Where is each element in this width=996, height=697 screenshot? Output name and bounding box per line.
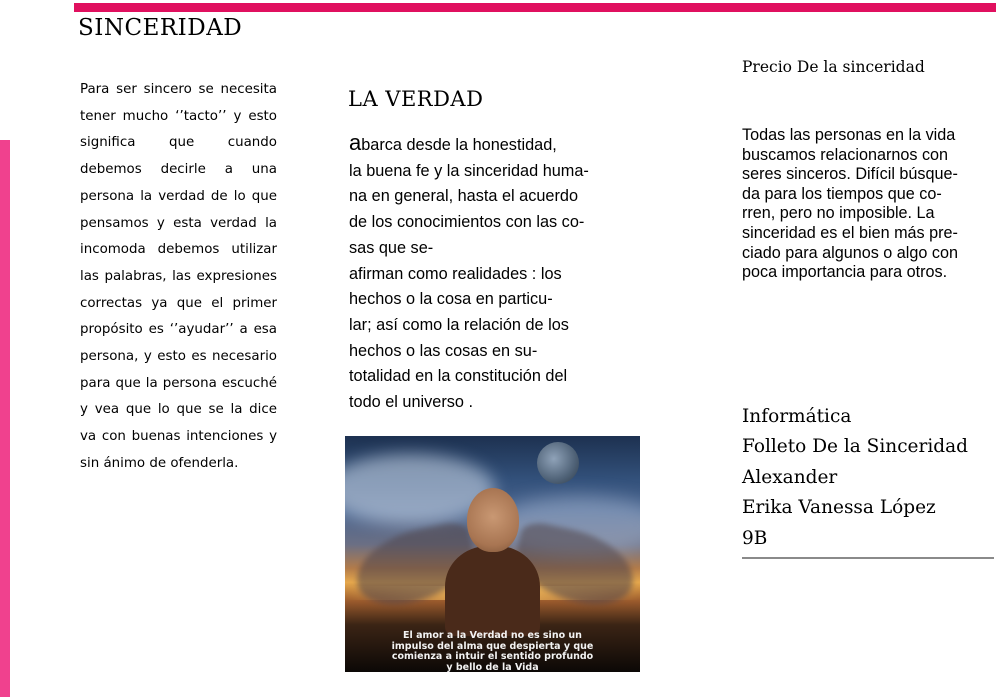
image-caption <box>351 631 634 672</box>
credits-divider <box>742 557 994 559</box>
la-verdad-line: todo el universo . <box>349 393 473 412</box>
la-verdad-line: totalidad en la constitución del <box>349 367 568 386</box>
precio-line: poca importancia para otros. <box>742 263 948 282</box>
la-verdad-line: sas que se- <box>349 238 434 257</box>
la-verdad-line: de los conocimientos con las co- <box>349 213 585 232</box>
caption-line: comienza a intuir el sentido profundo <box>391 651 594 662</box>
credits-block <box>742 402 968 554</box>
la-verdad-line: lar; así como la relación de los <box>349 315 569 334</box>
la-verdad-line: hechos o la cosa en particu- <box>349 290 553 309</box>
credit-author: Erika Vanessa López <box>742 497 936 519</box>
la-verdad-line: hechos o las cosas en su- <box>349 341 538 360</box>
la-verdad-line: la buena fe y la sinceridad huma- <box>349 161 589 180</box>
precio-line: seres sinceros. Difícil búsque- <box>742 165 958 184</box>
la-verdad-body <box>349 130 639 416</box>
drop-letter: a <box>349 130 362 155</box>
left-accent-bar <box>0 140 10 697</box>
monk-head-shape <box>467 488 519 552</box>
precio-line: rren, pero no imposible. La <box>742 204 935 223</box>
sinceridad-title: SINCERIDAD <box>78 15 243 41</box>
precio-line: buscamos relacionarnos con <box>742 145 949 164</box>
robe-shape <box>445 546 540 636</box>
caption-line: El amor a la Verdad no es sino un <box>403 630 582 641</box>
la-verdad-line-text: barca desde la honestidad, <box>361 136 557 154</box>
precio-line: da para los tiempos que co- <box>742 184 942 203</box>
la-verdad-line <box>349 130 639 159</box>
monk-moon-image <box>345 436 640 672</box>
la-verdad-title: LA VERDAD <box>348 87 484 111</box>
precio-line: ciado para algunos o algo con <box>742 243 958 262</box>
top-accent-bar <box>74 3 996 12</box>
credit-grade: 9B <box>742 527 768 549</box>
credit-subject: Informática <box>742 406 852 427</box>
moon-shape <box>537 442 579 484</box>
credit-author: Alexander <box>742 466 838 488</box>
credit-title: Folleto De la Sinceridad <box>742 436 968 458</box>
sinceridad-paragraph: Para ser sincero se necesita tener mucho ‘’tacto’’ y esto significa que cuando debemos decirle a una persona la verdad de lo que pensamos y esta verdad la incomoda debemos utilizar las palabras, las expresiones correctas ya que el primer propósito es ‘’ayudar’’ a esa persona, y esto es necesario para que la persona escuché y vea que lo que se la dice va con buenas intenciones y sin ánimo de ofenderla. <box>80 82 277 471</box>
precio-title: Precio De la sinceridad <box>742 58 925 76</box>
precio-line: Todas las personas en la vida <box>742 126 956 144</box>
la-verdad-line: afirman como realidades : los <box>349 264 562 283</box>
la-verdad-line: na en general, hasta el acuerdo <box>349 187 579 206</box>
precio-body <box>742 126 992 283</box>
caption-line: impulso del alma que despierta y que <box>391 640 594 652</box>
sinceridad-body <box>80 77 277 478</box>
caption-line: y bello de la Vida <box>446 661 539 672</box>
precio-line: sinceridad es el bien más pre- <box>742 223 958 242</box>
